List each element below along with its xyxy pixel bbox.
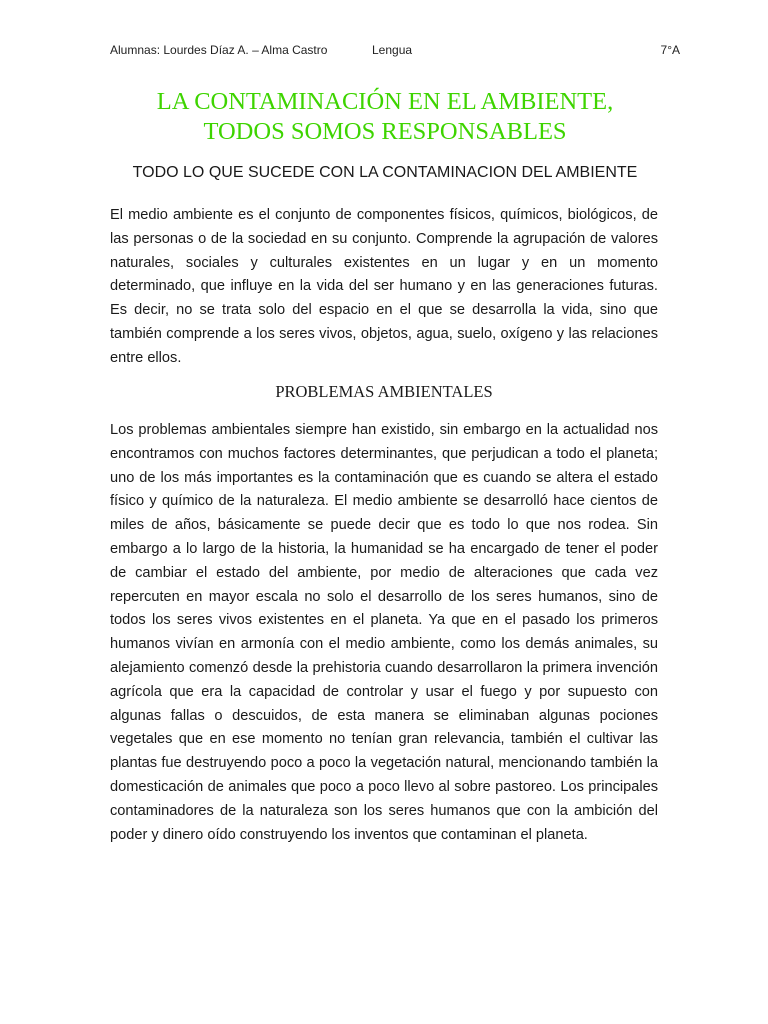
- section-subtitle: TODO LO QUE SUCEDE CON LA CONTAMINACION DEL AMBIENTE: [132, 164, 638, 181]
- paragraph-medio-ambiente: El medio ambiente es el conjunto de componentes físicos, químicos, biológicos, de las personas o de la sociedad en su conjunto. Comprende la agrupación de valores naturales, sociales y culturales existentes en un lugar y en un momento determinado, que influye en la vida del ser humano y en las generaciones futuras. Es decir, no se trata solo del espacio en el que se desarrolla la vida, sino que también comprende a los seres vivos, objetos, agua, suelo, oxígeno y las relaciones entre ellos.: [110, 207, 658, 366]
- header-authors: Alumnas: Lourdes Díaz A. – Alma Castro: [110, 43, 328, 57]
- title-line-1: LA CONTAMINACIÓN EN EL AMBIENTE,: [156, 88, 614, 115]
- paragraph-problemas: Los problemas ambientales siempre han existido, sin embargo en la actualidad nos encontramos con muchos factores determinantes, que perjudican a todo el planeta; uno de los más importantes es la contaminación que es cuando se altera el estado físico y químico de la naturaleza. El medio ambiente se desarrolló hace cientos de miles de años, básicamente se puede decir que es todo lo que nos rodea. Sin embargo a lo largo de la historia, la humanidad se ha encargado de tener el poder de cambiar el estado del ambiente, por medio de alteraciones que cada vez repercuten en mayor escala no solo el desarrollo de los seres humanos, sino de todos los seres vivos existentes en el planeta. Ya que en el pasado los primeros humanos vivían en armonía con el medio ambiente, como los demás animales, su alejamiento comenzó desde la prehistoria cuando desarrollaron la primera invención agrícola que era la capacidad de controlar y usar el fuego y por supuesto con algunas fallas o descuidos, de esta manera se eliminaban algunas pociones vegetales que en ese momento no tenían gran relevancia, también el cultivar las plantas fue destruyendo poco a poco la vegetación natural, mencionando también la domesticación de animales que poco a poco llevo al sobre pastoreo. Los principales contaminadores de la naturaleza son los seres humanos que con la ambición del poder y dinero oído construyendo los inventos que contaminan el planeta.: [110, 422, 658, 843]
- section-heading-problemas: PROBLEMAS AMBIENTALES: [275, 382, 493, 401]
- header-grade: 7°A: [660, 43, 680, 57]
- title-line-2: TODOS SOMOS RESPONSABLES: [203, 118, 567, 145]
- page-header: [110, 43, 680, 61]
- header-subject: Lengua: [372, 43, 413, 57]
- document-title: [90, 87, 680, 147]
